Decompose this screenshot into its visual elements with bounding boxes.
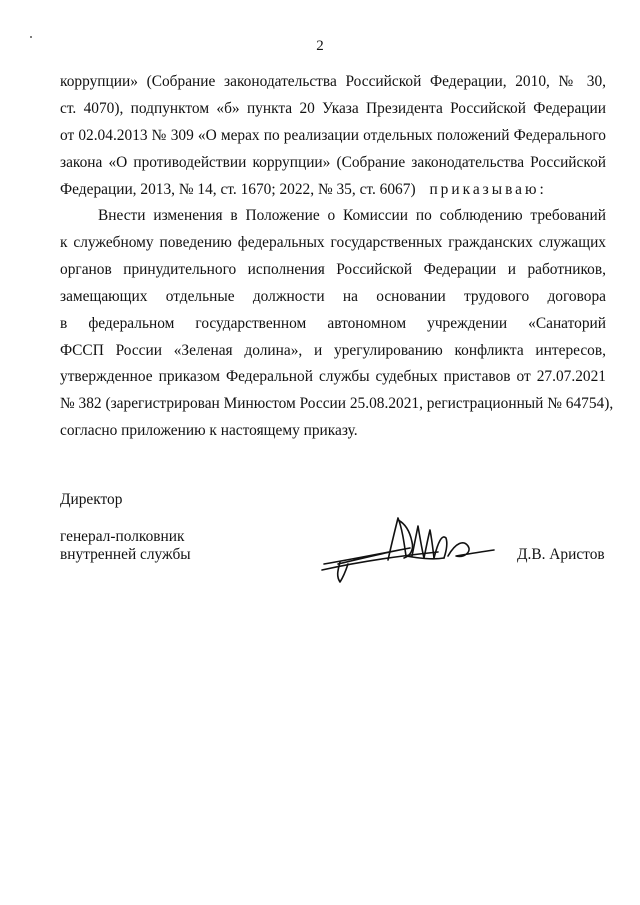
text-line: замещающих отдельные должности на основании трудового договора — [60, 288, 606, 305]
page-number: 2 — [316, 38, 324, 54]
text-line: ст. 4070), подпунктом «б» пункта 20 Указа Президента Российской Федерации — [60, 100, 606, 117]
text-line: коррупции» (Собрание законодательства Российской Федерации, 2010, № 30, — [60, 73, 606, 90]
text-line: Федерации, 2013, № 14, ст. 1670; 2022, № 35, ст. 6067) — [60, 181, 416, 198]
signature-stroke — [448, 543, 494, 557]
signature-stroke — [434, 537, 447, 558]
text-line: закона «О противодействии коррупции» (Собрание законодательства Российской — [60, 154, 606, 171]
signature-stroke — [412, 526, 424, 558]
text-line: ФССП России «Зеленая долина», и урегулированию конфликта интересов, — [60, 342, 606, 359]
signatory-position: Директор — [60, 491, 123, 508]
handwritten-signature — [318, 512, 498, 587]
signatory-name: Д.В. Аристов — [517, 546, 605, 563]
text-line: органов принудительного исполнения Российской Федерации и работников, — [60, 261, 606, 278]
order-word: приказываю: — [429, 181, 547, 198]
text-line: в федеральном государственном автономном учреждении «Санаторий — [60, 315, 606, 332]
signatory-rank-line1: генерал-полковник — [60, 528, 185, 545]
text-line-final — [60, 180, 606, 200]
text-line: Внести изменения в Положение о Комиссии по соблюдению требований — [98, 207, 606, 224]
text-line: от 02.04.2013 № 309 «О мерах по реализации отдельных положений Федерального — [60, 127, 606, 144]
signatory-rank-line2: внутренней службы — [60, 546, 191, 563]
text-line: согласно приложению к настоящему приказу. — [60, 422, 358, 439]
text-line: утвержденное приказом Федеральной службы судебных приставов от 27.07.2021 — [60, 368, 606, 385]
signature-stroke — [424, 530, 434, 558]
text-line: № 382 (зарегистрирован Минюстом России 25.08.2021, регистрационный № 64754), — [60, 395, 614, 412]
text-line: к служебному поведению федеральных государственных гражданских служащих — [60, 234, 606, 251]
